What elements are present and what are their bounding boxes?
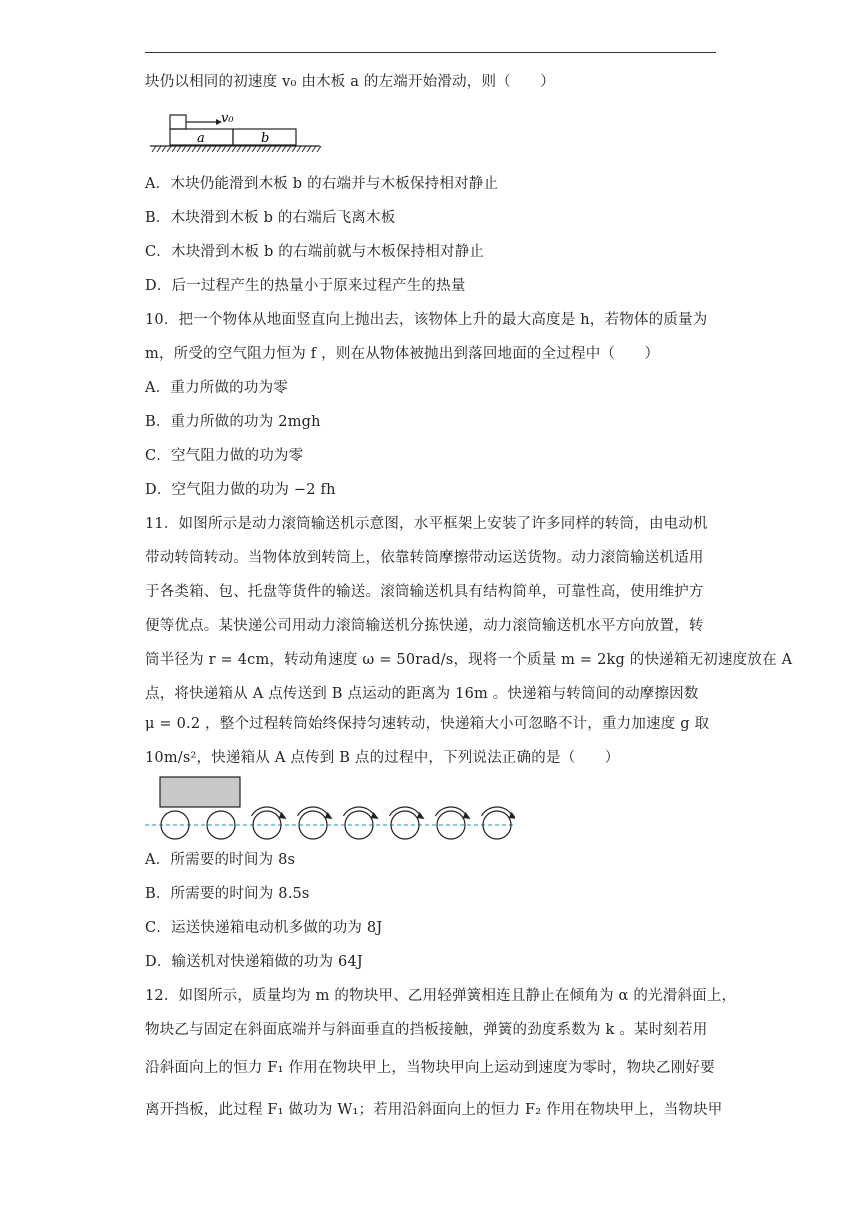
block [170, 115, 186, 129]
q9-option-b: B．木块滑到木板 b 的右端后飞离木板 [145, 210, 396, 226]
q9-stem-tail: 块仍以相同的初速度 v₀ 由木板 a 的左端开始滑动，则（ ） [145, 74, 555, 90]
q10-option-b: B．重力所做的功为 2mgh [145, 414, 321, 430]
q11-option-b: B．所需要的时间为 8.5s [145, 886, 310, 902]
q11-line-2: 带动转筒转动。当物体放到转筒上，依靠转筒摩擦带动运送货物。动力滚筒输送机适用 [145, 550, 704, 566]
q11-line-8: 10m/s²，快递箱从 A 点传到 B 点的过程中，下列说法正确的是（ ） [145, 750, 620, 766]
q12-line-4: 离开挡板，此过程 F₁ 做功为 W₁；若用沿斜面向上的恒力 F₂ 作用在物块甲上，当物块甲 [145, 1102, 723, 1118]
q10-option-a: A．重力所做的功为零 [145, 380, 288, 396]
board-b-label: b [261, 131, 270, 146]
q11-option-d: D．输送机对快递箱做的功为 64J [145, 954, 363, 970]
q12-line-3: 沿斜面向上的恒力 F₁ 作用在物块甲上，当物块甲向上运动到速度为零时，物块乙刚好要 [145, 1060, 715, 1076]
q12-line-2: 物块乙与固定在斜面底端并与斜面垂直的挡板接触，弹簧的劲度系数为 k 。某时刻若用 [145, 1022, 708, 1038]
q11-line-7: μ = 0.2 ，整个过程转筒始终保持匀速转动，快递箱大小可忽略不计，重力加速度 g 取 [145, 716, 710, 732]
q11-option-c: C．运送快递箱电动机多做的功为 8J [145, 920, 383, 936]
q10-option-d: D．空气阻力做的功为 −2 fh [145, 482, 336, 498]
q11-line-6: 点，将快递箱从 A 点传送到 B 点运动的距离为 16m 。快递箱与转筒间的动摩擦因数 [145, 686, 699, 702]
ground-hatching [152, 146, 321, 152]
q11-line-4: 便等优点。某快递公司用动力滚筒输送机分拣快递，动力滚筒输送机水平方向放置，转 [145, 618, 704, 634]
q11-line-1: 11．如图所示是动力滚筒输送机示意图，水平框架上安装了许多同样的转筒，由电动机 [145, 516, 708, 532]
rotation-arrowhead-icon [509, 812, 515, 819]
q11-option-a: A．所需要的时间为 8s [145, 852, 296, 868]
q9-boards-figure [150, 112, 325, 157]
q9-option-d: D．后一过程产生的热量小于原来过程产生的热量 [145, 278, 466, 294]
q10-option-c: C．空气阻力做的功为零 [145, 448, 304, 464]
q9-option-a: A．木块仍能滑到木板 b 的右端并与木板保持相对静止 [145, 176, 499, 192]
q9-option-c: C．木块滑到木板 b 的右端前就与木板保持相对静止 [145, 244, 485, 260]
board-a-label: a [197, 131, 205, 146]
parcel-box [160, 777, 240, 807]
q12-line-1: 12．如图所示，质量均为 m 的物块甲、乙用轻弹簧相连且静止在倾角为 α 的光滑斜面上， [145, 988, 737, 1004]
q11-roller-conveyor-figure [145, 774, 515, 844]
q10-line-1: 10．把一个物体从地面竖直向上抛出去，该物体上升的最大高度是 h，若物体的质量为 [145, 312, 708, 328]
q11-line-3: 于各类箱、包、托盘等货件的输送。滚筒输送机具有结构简单，可靠性高，使用维护方 [145, 584, 704, 600]
header-rule [145, 52, 716, 53]
q10-line-2: m，所受的空气阻力恒为 f ，则在从物体被抛出到落回地面的全过程中（ ） [145, 346, 660, 362]
velocity-label: v₀ [221, 112, 234, 126]
q11-line-5: 筒半径为 r = 4cm，转动角速度 ω = 50rad/s，现将一个质量 m = 2kg 的快递箱无初速度放在 A [145, 652, 793, 668]
